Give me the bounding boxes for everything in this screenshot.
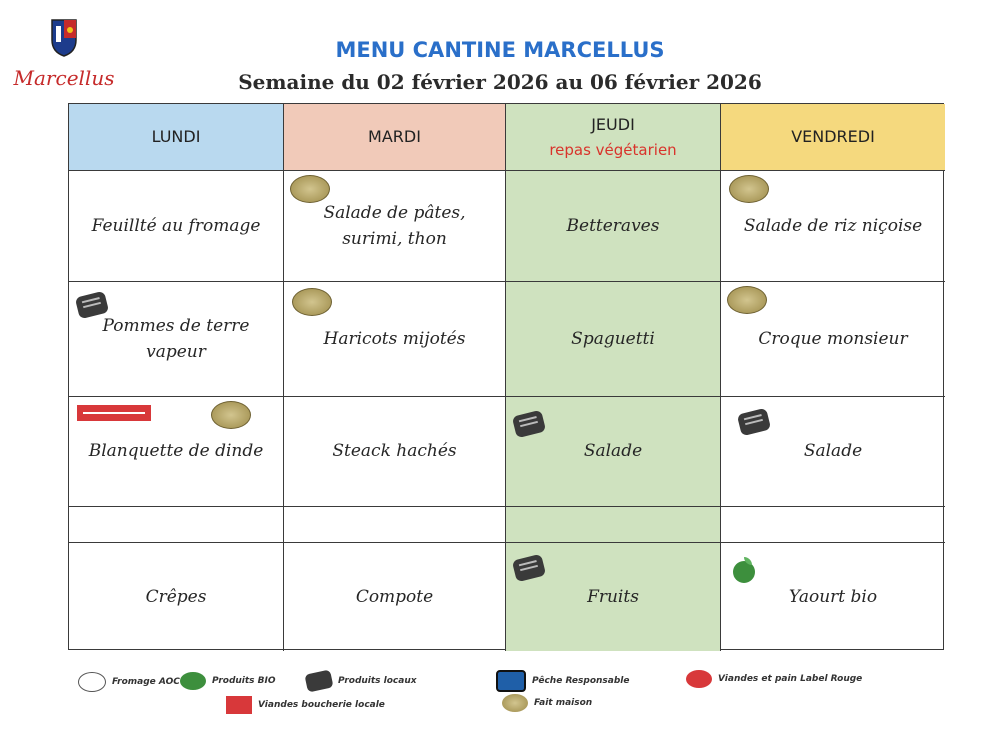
page-title: MENU CANTINE MARCELLUS (335, 38, 665, 62)
menu-cell (284, 397, 506, 507)
menu-cell (721, 507, 945, 543)
fait-maison-icon (292, 288, 332, 316)
menu-cell (506, 543, 721, 651)
menu-cell (69, 171, 284, 282)
menu-cell (721, 397, 945, 507)
menu-cell (284, 171, 506, 282)
legend-boucherie (226, 696, 385, 714)
dish-text: Blanquette de dinde (88, 441, 264, 462)
legend-label: Pêche Responsable (532, 676, 630, 686)
legend (0, 662, 1000, 722)
day-name: MARDI (368, 127, 421, 147)
menu-cell (721, 282, 945, 397)
header-vendredi (721, 104, 945, 171)
dish-text: Pommes de terre vapeur (102, 315, 250, 362)
menu-cell (69, 282, 284, 397)
dish-text: Fruits (587, 586, 639, 607)
legend-fait-maison (502, 694, 592, 712)
fait-maison-icon (729, 175, 769, 203)
boucherie-locale-icon (77, 405, 151, 421)
legend-local (306, 672, 417, 690)
fait-maison-icon (727, 286, 767, 314)
dish-text: Salade (803, 441, 863, 462)
town-logo (8, 18, 120, 90)
produits-locaux-icon (512, 554, 546, 583)
aoc-icon (78, 672, 106, 692)
menu-cell (284, 282, 506, 397)
dish-text: Yaourt bio (788, 586, 878, 607)
dish-text: Salade de riz niçoise (743, 215, 923, 236)
town-name: Marcellus (13, 66, 115, 90)
legend-bio (180, 672, 276, 690)
dish-text: Spaguetti (571, 328, 655, 349)
dish-text: Crêpes (145, 586, 207, 607)
menu-table (68, 103, 944, 650)
menu-cell (284, 507, 506, 543)
bio-icon (180, 672, 206, 690)
bio-icon (733, 561, 755, 583)
day-name: VENDREDI (791, 127, 875, 147)
legend-label: Viandes et pain Label Rouge (718, 674, 863, 684)
dish-text: Croque monsieur (758, 328, 908, 349)
header-lundi (69, 104, 284, 171)
header-mardi (284, 104, 506, 171)
legend-label-rouge (686, 670, 862, 688)
menu-cell (69, 397, 284, 507)
boucherie-locale-icon (226, 696, 252, 714)
menu-cell (69, 543, 284, 651)
menu-cell (506, 171, 721, 282)
produits-locaux-icon (737, 408, 771, 437)
dish-text: Feuillté au fromage (91, 215, 261, 236)
menu-cell (506, 507, 721, 543)
legend-peche (496, 670, 629, 692)
menu-cell (506, 397, 721, 507)
dish-text: Steack hachés (332, 441, 457, 462)
menu-cell (721, 171, 945, 282)
menu-cell (721, 543, 945, 651)
legend-label: Produits BIO (212, 676, 276, 686)
dish-text: Salade (583, 441, 643, 462)
legend-label: Produits locaux (338, 676, 417, 686)
day-subtitle: repas végétarien (549, 140, 677, 159)
dish-text: Compote (355, 586, 434, 607)
legend-aoc (78, 672, 180, 692)
peche-responsable-icon (496, 670, 526, 692)
day-name: JEUDI (591, 115, 635, 135)
menu-cell (284, 543, 506, 651)
menu-cell (506, 282, 721, 397)
menu-cell (69, 507, 284, 543)
page-subtitle: Semaine du 02 février 2026 au 06 février 2026 (238, 70, 762, 94)
fait-maison-icon (290, 175, 330, 203)
dish-text: Salade de pâtes, surimi, thon (323, 202, 466, 249)
produits-locaux-icon (304, 669, 333, 692)
produits-locaux-icon (512, 410, 546, 439)
label-rouge-icon (686, 670, 712, 688)
coat-of-arms-icon (48, 18, 80, 58)
fait-maison-icon (502, 694, 528, 712)
fait-maison-icon (211, 401, 251, 429)
dish-text: Betteraves (566, 215, 660, 236)
header-jeudi (506, 104, 721, 171)
legend-label: Fromage AOC (112, 677, 180, 687)
legend-label: Viandes boucherie locale (258, 700, 385, 710)
legend-label: Fait maison (534, 698, 593, 708)
dish-text: Haricots mijotés (323, 328, 466, 349)
day-name: LUNDI (151, 127, 201, 147)
